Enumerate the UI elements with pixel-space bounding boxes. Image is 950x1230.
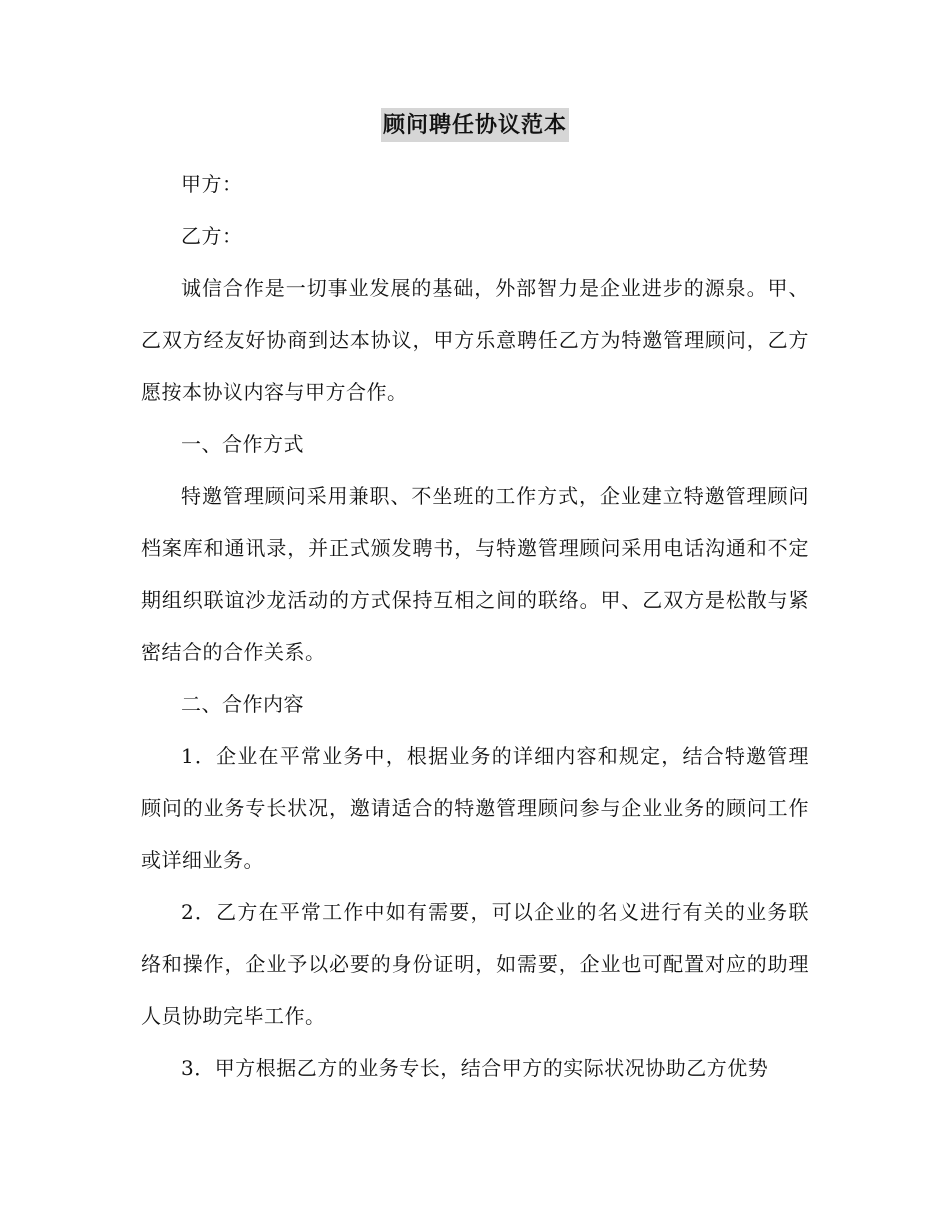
cooperation-method-paragraph: 特邀管理顾问采用兼职、不坐班的工作方式，企业建立特邀管理顾问档案库和通讯录，并正式颁发聘书，与特邀管理顾问采用电话沟通和不定期组织联谊沙龙活动的方式保持互相之间的联络。甲、乙双方是松散与紧密结合的合作关系。 bbox=[141, 484, 809, 664]
section-heading-cooperation-content: 二、合作内容 bbox=[181, 692, 304, 716]
title-container bbox=[0, 108, 950, 142]
content-item-3: 3．甲方根据乙方的业务专长，结合甲方的实际状况协助乙方优势 bbox=[181, 1056, 769, 1080]
party-a-line: 甲方： bbox=[181, 172, 243, 196]
document-body bbox=[141, 158, 809, 1094]
content-item-2: 2．乙方在平常工作中如有需要，可以企业的名义进行有关的业务联络和操作，企业予以必要的身份证明，如需要，企业也可配置对应的助理人员协助完毕工作。 bbox=[141, 900, 809, 1028]
party-b-line: 乙方： bbox=[181, 224, 243, 248]
content-item-1: 1．企业在平常业务中，根据业务的详细内容和规定，结合特邀管理顾问的业务专长状况，邀请适合的特邀管理顾问参与企业业务的顾问工作或详细业务。 bbox=[141, 744, 809, 872]
document-title: 顾问聘任协议范本 bbox=[381, 108, 569, 142]
section-heading-cooperation-method: 一、合作方式 bbox=[181, 432, 304, 456]
intro-paragraph: 诚信合作是一切事业发展的基础，外部智力是企业进步的源泉。甲、乙双方经友好协商到达本协议，甲方乐意聘任乙方为特邀管理顾问，乙方愿按本协议内容与甲方合作。 bbox=[141, 276, 809, 404]
